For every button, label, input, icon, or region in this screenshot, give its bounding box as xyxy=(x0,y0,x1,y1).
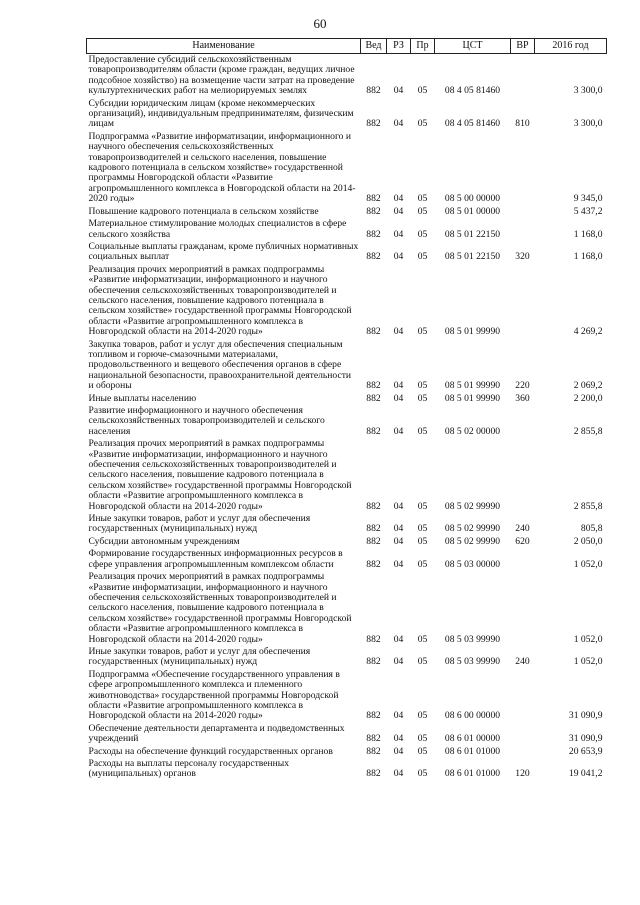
cell-sum: 9 345,0 xyxy=(573,193,603,205)
cell-ved: 882 xyxy=(366,656,381,668)
table-row xyxy=(87,131,607,206)
cell-vr: 120 xyxy=(515,768,530,780)
cell-name: Подпрограмма «Обеспечение государственного управления в сфере агропромышленного комплекса и племенного животноводства» государственной программы Новгородской области «Развитие агропромышленного комплекса в Новгородской области на 2014-2020 годы» xyxy=(88,668,340,722)
header-year: 2016 год xyxy=(535,39,607,54)
table-row xyxy=(87,571,607,646)
cell-rz: 04 xyxy=(393,228,404,240)
cell-ved: 882 xyxy=(366,523,381,535)
cell-pr: 05 xyxy=(417,85,428,97)
cell-sum: 2 855,8 xyxy=(573,500,603,512)
cell-name: Подпрограмма «Развитие информатизации, информационного и научного обеспечения сельскохозяйственных товаропроизводителей и сельского населения, повышение кадрового потенциала в сельском хозяйстве» государственной программы Новгородской области «Развитие агропромышленного комплекса в Новгородской области на 2014-2020 годы» xyxy=(88,130,356,205)
cell-sum: 2 200,0 xyxy=(573,392,603,404)
page-number: 60 xyxy=(313,16,327,31)
cell-vr: 320 xyxy=(515,251,530,263)
cell-pr: 05 xyxy=(417,733,428,745)
cell-pr: 05 xyxy=(417,656,428,668)
cell-sum: 4 269,2 xyxy=(573,326,603,338)
cell-pr: 05 xyxy=(417,228,428,240)
cell-vr xyxy=(511,669,535,723)
header-vr: ВР xyxy=(511,39,535,54)
cell-ved: 882 xyxy=(366,326,381,338)
header-name: Наименование xyxy=(87,39,361,54)
cell-name: Социальные выплаты гражданам, кроме публичных нормативных социальных выплат xyxy=(88,240,359,263)
cell-name: Субсидии автономным учреждениям xyxy=(88,535,240,547)
cell-sum: 31 090,9 xyxy=(568,710,603,722)
table-row xyxy=(87,218,607,241)
cell-name: Обеспечение деятельности департамента и подведомственных учреждений xyxy=(88,722,345,745)
cell-rz: 04 xyxy=(393,425,404,437)
cell-cst: 08 5 01 99990 xyxy=(444,326,501,338)
cell-cst: 08 5 02 99990 xyxy=(444,523,501,535)
cell-cst: 08 5 01 99990 xyxy=(444,392,501,404)
cell-rz: 04 xyxy=(393,392,404,404)
table-row xyxy=(87,264,607,339)
cell-rz: 04 xyxy=(393,558,404,570)
cell-rz: 04 xyxy=(393,326,404,338)
cell-sum: 805,8 xyxy=(580,523,603,535)
table-row xyxy=(87,723,607,746)
cell-pr: 05 xyxy=(417,326,428,338)
cell-cst: 08 4 05 81460 xyxy=(444,85,501,97)
cell-sum: 20 653,9 xyxy=(568,745,603,757)
table-header-row xyxy=(87,39,607,54)
table-row xyxy=(87,405,607,438)
cell-vr xyxy=(511,131,535,206)
budget-table xyxy=(86,38,607,781)
cell-cst: 08 5 02 99990 xyxy=(444,535,501,547)
table-body xyxy=(87,54,607,781)
cell-name: Формирование государственных информационных ресурсов в сфере управления агропромышленным комплексом области xyxy=(88,548,343,570)
cell-vr: 240 xyxy=(515,523,530,535)
table-row xyxy=(87,438,607,513)
cell-ved: 882 xyxy=(366,228,381,240)
cell-rz: 04 xyxy=(393,745,404,757)
cell-vr xyxy=(511,54,535,98)
cell-sum: 19 041,2 xyxy=(568,768,603,780)
cell-sum: 1 052,0 xyxy=(573,558,603,570)
cell-ved: 882 xyxy=(366,558,381,570)
table-row xyxy=(87,241,607,264)
cell-name: Реализация прочих мероприятий в рамках подпрограммы «Развитие информатизации, информационного и научного обеспечения сельскохозяйственных товаропроизводителей и сельского населения, повышение кадрового потенциала в сельском хозяйстве» государственной программы Новгородской области «Развитие агропромышленного комплекса в Новгородской области на 2014-2020 годы» xyxy=(88,438,352,512)
header-rz: РЗ xyxy=(387,39,411,54)
cell-ved: 882 xyxy=(366,251,381,263)
cell-pr: 05 xyxy=(417,193,428,205)
cell-name: Иные выплаты населению xyxy=(88,392,197,404)
cell-ved: 882 xyxy=(366,710,381,722)
cell-ved: 882 xyxy=(366,500,381,512)
cell-cst: 08 5 02 99990 xyxy=(444,500,501,512)
cell-sum: 1 052,0 xyxy=(573,656,603,668)
table-row xyxy=(87,206,607,218)
cell-ved: 882 xyxy=(366,425,381,437)
cell-sum: 1 168,0 xyxy=(573,228,603,240)
cell-ved: 882 xyxy=(366,392,381,404)
cell-name: Реализация прочих мероприятий в рамках подпрограммы «Развитие информатизации, информационного и научного обеспечения сельскохозяйственных товаропроизводителей и сельского населения, повышение кадрового потенциала в сельском хозяйстве» государственной программы Новгородской области «Развитие агропромышленного комплекса в Новгородской области на 2014-2020 годы» xyxy=(88,263,352,338)
cell-pr: 05 xyxy=(417,392,428,404)
cell-cst: 08 5 03 00000 xyxy=(444,558,501,570)
cell-cst: 08 5 00 00000 xyxy=(444,193,501,205)
cell-name: Повышение кадрового потенциала в сельском хозяйстве xyxy=(88,205,319,217)
cell-rz: 04 xyxy=(393,85,404,97)
cell-rz: 04 xyxy=(393,768,404,780)
cell-cst: 08 5 02 00000 xyxy=(444,425,501,437)
cell-rz: 04 xyxy=(393,733,404,745)
cell-vr xyxy=(511,438,535,513)
cell-name: Развитие информационного и научного обеспечения сельскохозяйственных товаропроизводителей и сельского населения xyxy=(88,405,325,437)
cell-name: Закупка товаров, работ и услуг для обеспечения специальным топливом и горюче-смазочными материалами, продовольственного и вещевого обеспечения органов в сфере национальной безопасности, правоохранительной деятельности и обороны xyxy=(88,338,352,392)
cell-vr: 220 xyxy=(515,380,530,392)
cell-sum: 5 437,2 xyxy=(573,205,603,217)
cell-sum: 2 050,0 xyxy=(573,535,603,547)
cell-rz: 04 xyxy=(393,656,404,668)
cell-ved: 882 xyxy=(366,118,381,130)
cell-vr: 620 xyxy=(515,535,530,547)
cell-rz: 04 xyxy=(393,205,404,217)
table-row xyxy=(87,758,607,781)
cell-rz: 04 xyxy=(393,535,404,547)
cell-vr xyxy=(511,218,535,241)
cell-sum: 2 069,2 xyxy=(573,380,603,392)
cell-name: Иные закупки товаров, работ и услуг для обеспечения государственных (муниципальных) нужд xyxy=(88,645,311,668)
cell-vr xyxy=(511,746,535,758)
table-row xyxy=(87,548,607,571)
cell-name: Реализация прочих мероприятий в рамках подпрограммы «Развитие информатизации, информационного и научного обеспечения сельскохозяйственных товаропроизводителей и сельского населения, повышение кадрового потенциала в сельском хозяйстве» государственной программы Новгородской области «Развитие агропромышленного комплекса в Новгородской области на 2014-2020 годы» xyxy=(88,571,352,645)
cell-pr: 05 xyxy=(417,205,428,217)
cell-vr xyxy=(511,405,535,438)
cell-pr: 05 xyxy=(417,745,428,757)
cell-pr: 05 xyxy=(417,118,428,130)
cell-vr: 810 xyxy=(515,118,530,130)
cell-cst: 08 5 03 99990 xyxy=(444,633,501,645)
table-row xyxy=(87,536,607,548)
cell-cst: 08 6 00 00000 xyxy=(444,710,501,722)
cell-ved: 882 xyxy=(366,193,381,205)
cell-ved: 882 xyxy=(366,380,381,392)
cell-cst: 08 6 01 00000 xyxy=(444,733,501,745)
header-pr: Пр xyxy=(411,39,435,54)
cell-ved: 882 xyxy=(366,768,381,780)
cell-sum: 2 855,8 xyxy=(573,425,603,437)
cell-cst: 08 5 01 22150 xyxy=(444,251,501,263)
cell-vr xyxy=(511,206,535,218)
cell-rz: 04 xyxy=(393,118,404,130)
cell-ved: 882 xyxy=(366,733,381,745)
cell-vr: 240 xyxy=(515,656,530,668)
cell-name: Предоставление субсидий сельскохозяйственным товаропроизводителям области (кроме граждан, ведущих личное подсобное хозяйство) на возмещение части затрат на проведение культуртехнических работ на мелиорируемых землях xyxy=(88,54,355,97)
cell-name: Расходы на выплаты персоналу государственных (муниципальных) органов xyxy=(88,758,290,780)
cell-name: Иные закупки товаров, работ и услуг для обеспечения государственных (муниципальных) нужд xyxy=(88,513,311,535)
cell-rz: 04 xyxy=(393,380,404,392)
cell-name: Расходы на обеспечение функций государственных органов xyxy=(88,745,333,757)
cell-sum: 31 090,9 xyxy=(568,733,603,745)
table-row xyxy=(87,513,607,536)
cell-cst: 08 5 03 99990 xyxy=(444,656,501,668)
table-row xyxy=(87,98,607,131)
header-cst: ЦСТ xyxy=(435,39,511,54)
table-row xyxy=(87,393,607,405)
cell-vr xyxy=(511,548,535,571)
cell-name: Материальное стимулирование молодых специалистов в сфере сельского хозяйства xyxy=(88,218,347,240)
cell-ved: 882 xyxy=(366,633,381,645)
cell-pr: 05 xyxy=(417,558,428,570)
table-row xyxy=(87,54,607,98)
cell-cst: 08 5 01 00000 xyxy=(444,205,501,217)
cell-rz: 04 xyxy=(393,710,404,722)
cell-ved: 882 xyxy=(366,535,381,547)
cell-rz: 04 xyxy=(393,523,404,535)
cell-ved: 882 xyxy=(366,745,381,757)
cell-rz: 04 xyxy=(393,633,404,645)
table-row xyxy=(87,339,607,393)
cell-vr xyxy=(511,571,535,646)
cell-cst: 08 5 01 99990 xyxy=(444,380,501,392)
cell-cst: 08 4 05 81460 xyxy=(444,118,501,130)
cell-pr: 05 xyxy=(417,768,428,780)
cell-sum: 3 300,0 xyxy=(573,85,603,97)
cell-sum: 3 300,0 xyxy=(573,118,603,130)
cell-ved: 882 xyxy=(366,85,381,97)
cell-cst: 08 5 01 22150 xyxy=(444,228,501,240)
cell-pr: 05 xyxy=(417,535,428,547)
cell-sum: 1 168,0 xyxy=(573,251,603,263)
cell-ved: 882 xyxy=(366,205,381,217)
table-row xyxy=(87,646,607,669)
table-row xyxy=(87,669,607,723)
cell-name: Субсидии юридическим лицам (кроме некоммерческих организаций), индивидуальным предпринимателям, физическим лицам xyxy=(88,97,354,130)
cell-vr: 360 xyxy=(515,392,530,404)
cell-rz: 04 xyxy=(393,193,404,205)
cell-sum: 1 052,0 xyxy=(573,633,603,645)
cell-pr: 05 xyxy=(417,710,428,722)
cell-pr: 05 xyxy=(417,425,428,437)
cell-pr: 05 xyxy=(417,633,428,645)
table-row xyxy=(87,746,607,758)
cell-pr: 05 xyxy=(417,523,428,535)
cell-rz: 04 xyxy=(393,500,404,512)
cell-cst: 08 6 01 01000 xyxy=(444,745,501,757)
cell-pr: 05 xyxy=(417,500,428,512)
cell-pr: 05 xyxy=(417,380,428,392)
cell-pr: 05 xyxy=(417,251,428,263)
cell-rz: 04 xyxy=(393,251,404,263)
cell-vr xyxy=(511,723,535,746)
cell-vr xyxy=(511,264,535,339)
header-ved: Вед xyxy=(361,39,387,54)
cell-cst: 08 6 01 01000 xyxy=(444,768,501,780)
